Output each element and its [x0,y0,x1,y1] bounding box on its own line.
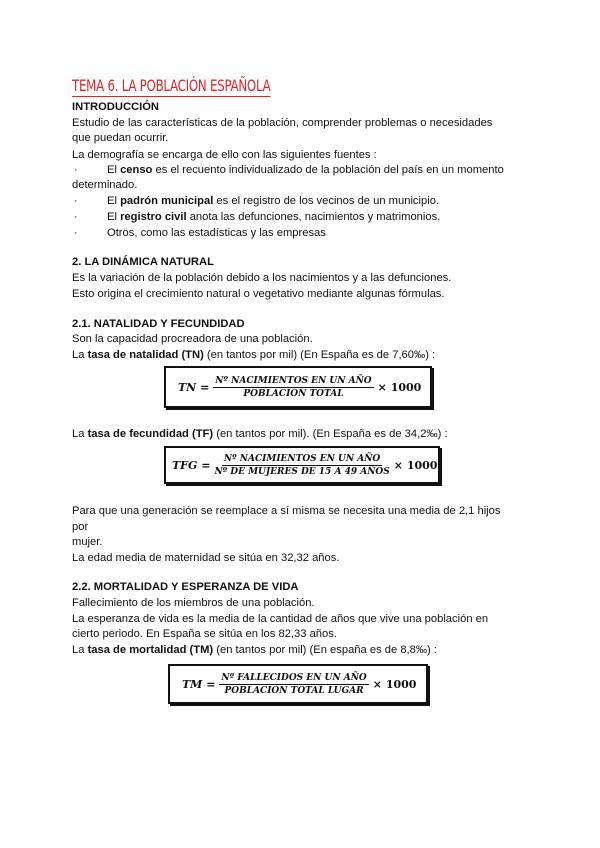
paragraph-line: por [72,521,89,533]
formula-fecundidad [164,446,440,484]
section-heading: 2. LA DINÁMICA NATURAL [72,256,214,268]
bullet-dot: · [74,195,78,207]
formula-natalidad [164,366,432,408]
formula-multiplier: × 1000 [377,380,422,394]
bullet-dot: · [74,164,78,176]
paragraph-line: La esperanza de vida es la media de la cantidad de años que vive una población en [72,613,489,625]
intro-heading: INTRODUCCIÓN [72,101,160,113]
paragraph-line: Esto origina el crecimiento natural o vegetativo mediante algunas fórmulas. [72,288,445,300]
formula-label: TFG = [172,458,211,472]
bullet-padron: El padrón municipal es el registro de los vecinos de un municipio. [107,195,440,207]
natalidad-line: La tasa de natalidad (TN) (en tantos por mil) (En España es de 7,60‰) : [72,349,436,361]
bullet-censo: El censo es el recuento individualizado de la población del país en un momento [107,164,504,176]
formula-mortalidad [168,664,428,704]
formula-numerator: Nº FALLECIDOS EN UN AÑO [221,672,367,683]
formula-denominator: POBLACIÓN TOTAL [243,388,344,399]
bullet-dot: · [74,211,78,223]
formula-multiplier: × 1000 [393,458,438,472]
page-title: TEMA 6. LA POBLACIÓN ESPAÑOLA [72,76,271,95]
formula-fraction [214,454,389,477]
intro-paragraph-line: Estudio de las características de la población, comprender problemas o necesidades [72,117,493,129]
formula-multiplier: × 1000 [372,677,417,691]
bullet-registro: El registro civil anota las defunciones, nacimientos y matrimonios. [107,211,441,223]
bullet-dot: · [74,227,78,239]
paragraph-line: mujer. [72,536,103,548]
section-heading: 2.2. MORTALIDAD Y ESPERANZA DE VIDA [72,581,299,593]
paragraph-line: Es la variación de la población debido a los nacimientos y a las defunciones. [72,272,452,284]
formula-fraction [213,376,373,399]
paragraph-line: La edad media de maternidad se sitúa en 32,32 años. [72,552,340,564]
formula-numerator: Nº NACIMIENTOS EN UN AÑO [223,453,381,464]
paragraph-line: cierto periodo. En España se sitúa en los 82,33 años. [72,628,337,640]
paragraph-line: Son la capacidad procreadora de una población. [72,333,313,345]
formula-fraction [219,673,368,696]
formula-label: TN = [178,380,210,394]
paragraph-line: Para que una generación se reemplace a sí misma se necesita una media de 2,1 hijos [72,505,501,517]
formula-label: TM = [182,677,216,691]
section-heading: 2.1. NATALIDAD Y FECUNDIDAD [72,318,245,330]
fecundidad-line: La tasa de fecundidad (TF) (en tantos por mil). (En España es de 34,2‰) : [72,428,448,440]
formula-numerator: Nº NACIMIENTOS EN UN AÑO [215,375,372,386]
paragraph-line: Fallecimiento de los miembros de una población. [72,597,315,609]
mortalidad-line: La tasa de mortalidad (TM) (en tantos por mil) (En españa es de 8,8‰) : [72,644,437,656]
intro-sources-line: La demografía se encarga de ello con las siguientes fuentes : [72,149,377,161]
bullet-otros: Otros, como las estadísticas y las empresas [107,227,326,239]
bullet-continuation: determinado. [72,179,138,191]
formula-denominator: POBLACIÓN TOTAL LUGAR [224,685,364,696]
formula-denominator: Nº DE MUJERES DE 15 A 49 AÑOS [214,466,390,477]
intro-paragraph-line: que puedan ocurrir. [72,132,169,144]
